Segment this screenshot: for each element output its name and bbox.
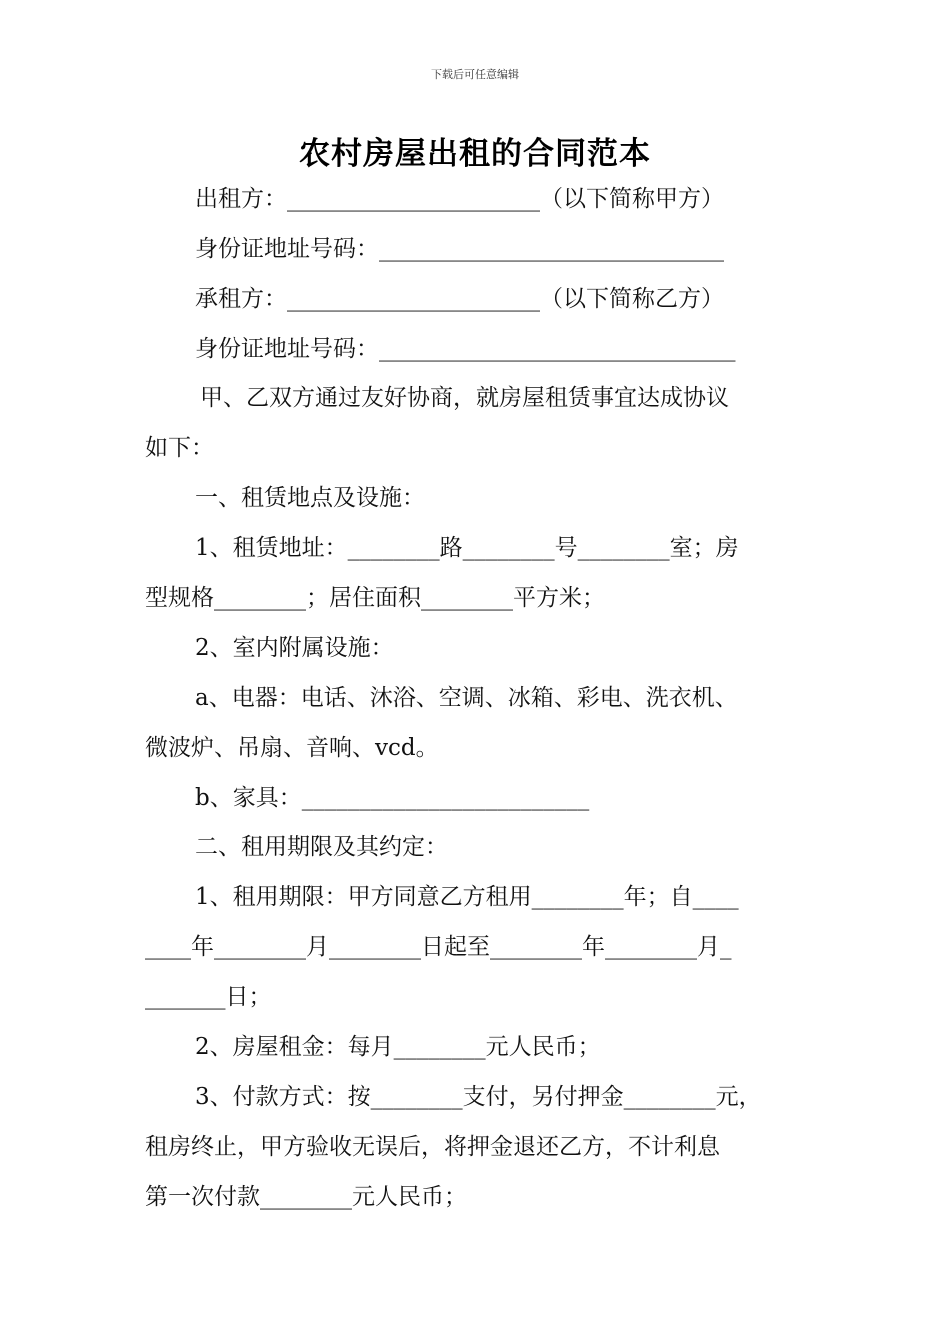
lessee-line: 承租方：______________________（以下简称乙方） <box>195 286 724 312</box>
document-title: 农村房屋出租的合同范本 <box>299 136 651 172</box>
lessor-id-line: 身份证地址号码：______________________________ <box>195 236 724 262</box>
clause-2-3-line-1: 3、付款方式：按________支付，另付押金________元， <box>195 1084 762 1110</box>
furniture-line: b、家具：_________________________ <box>195 785 590 811</box>
appliances-line-1: a、电器：电话、沐浴、空调、冰箱、彩电、洗衣机、 <box>195 685 738 711</box>
section-2-heading: 二、租用期限及其约定： <box>195 834 448 860</box>
clause-2-2-rent: 2、房屋租金：每月________元人民币； <box>195 1034 601 1060</box>
lessee-id-line: 身份证地址号码：_______________________________ <box>195 336 736 362</box>
clause-2-1-line-1: 1、租用期限：甲方同意乙方租用________年；自____ <box>195 884 739 910</box>
clause-1-2-heading: 2、室内附属设施： <box>195 635 394 661</box>
clause-1-1-line-1: 1、租赁地址：________路________号________室；房 <box>195 535 739 561</box>
agreement-intro-line-2: 如下： <box>145 435 214 461</box>
clause-1-1-line-2: 型规格________；居住面积________平方米； <box>145 585 605 611</box>
clause-2-1-line-2: ____年________月________日起至________年________月_ <box>145 934 732 960</box>
clause-2-3-line-3: 第一次付款________元人民币； <box>145 1184 467 1210</box>
lessor-line: 出租方：______________________（以下简称甲方） <box>195 186 724 212</box>
agreement-intro-line-1: 甲、乙双方通过友好协商，就房屋租赁事宜达成协议 <box>200 385 729 411</box>
clause-2-1-line-3: _______日； <box>145 984 272 1010</box>
appliances-line-2: 微波炉、吊扇、音响、vcd。 <box>145 735 439 761</box>
clause-2-3-line-2: 租房终止，甲方验收无误后，将押金退还乙方，不计利息 <box>145 1134 720 1160</box>
page-header-note: 下载后可任意编辑 <box>431 68 519 81</box>
section-1-heading: 一、租赁地点及设施： <box>195 485 425 511</box>
